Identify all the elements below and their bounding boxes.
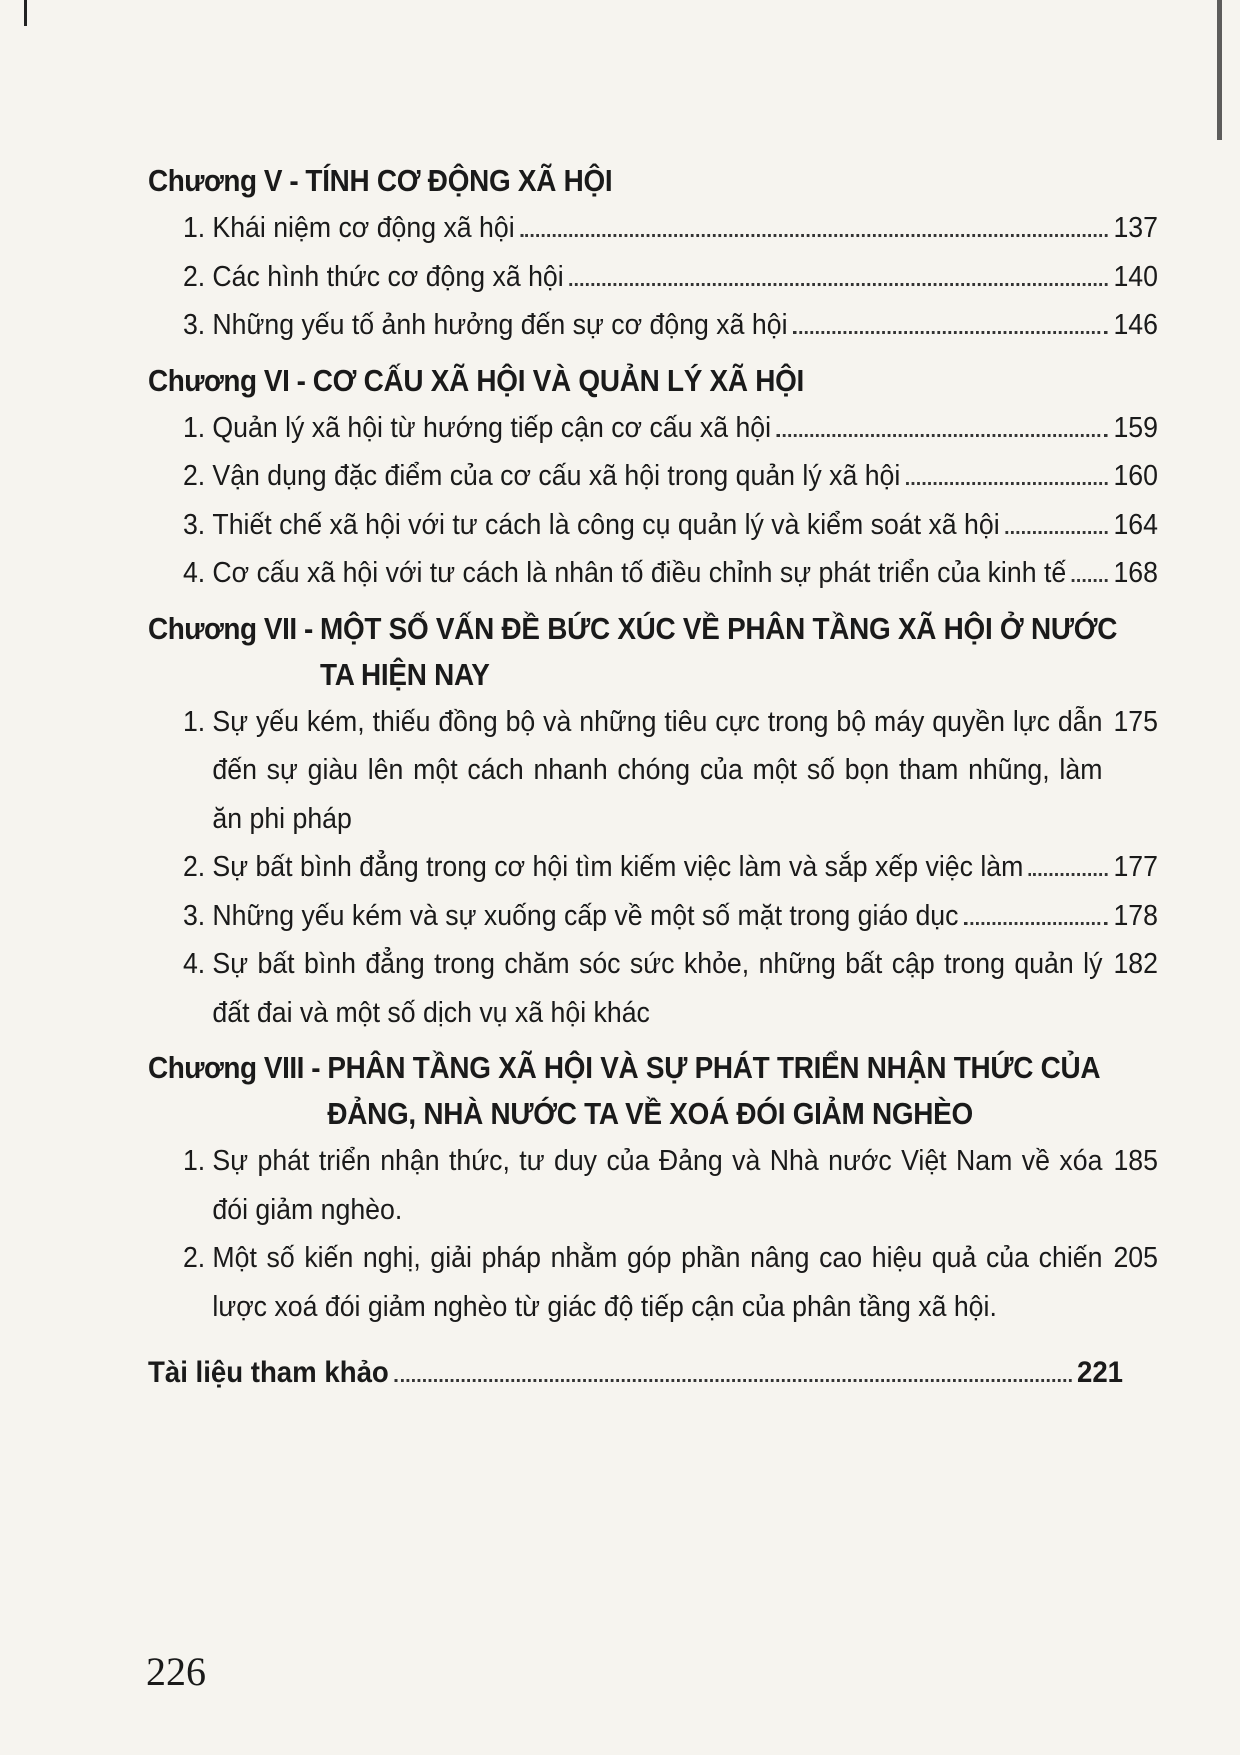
chapter-label: Chương VI - xyxy=(148,362,306,398)
chapter-title: MỘT SỐ VẤN ĐỀ BỨC XÚC VỀ PHÂN TẦNG XÃ HỘI Ở NƯỚC TA HIỆN NAY xyxy=(320,610,1118,692)
dot-leader xyxy=(964,922,1108,925)
entry-title: Sự bất bình đẳng trong cơ hội tìm kiếm việc làm và sắp xếp việc làm xyxy=(212,851,1024,883)
references-page-number: 221 xyxy=(1076,1356,1124,1389)
entry-page-number: 137 xyxy=(1113,212,1158,244)
entry-page-number: 160 xyxy=(1113,460,1158,492)
scan-edge-mark xyxy=(24,0,27,26)
entry-page-number: 175 xyxy=(1113,705,1158,738)
dot-leader xyxy=(1005,531,1108,534)
entry-page-number: 168 xyxy=(1113,557,1158,589)
entry-title: Vận dụng đặc điểm của cơ cấu xã hội trong quản lý xã hội xyxy=(212,460,901,492)
entry-page-number: 146 xyxy=(1113,309,1158,341)
page-number: 226 xyxy=(146,1649,206,1694)
chapter-label: Chương VII - xyxy=(148,610,313,646)
entry-number: 1. xyxy=(182,705,206,738)
entry-number: 2. xyxy=(182,1242,206,1274)
scan-right-edge xyxy=(1217,0,1222,140)
toc-entry[interactable] xyxy=(148,698,1158,844)
dot-leader xyxy=(520,234,1108,237)
toc-entry[interactable] xyxy=(148,1234,1158,1331)
references-title: Tài liệu tham khảo xyxy=(148,1356,389,1389)
entry-number: 3. xyxy=(182,508,206,541)
entry-number: 1. xyxy=(182,411,206,444)
entry-title: Khái niệm cơ động xã hội xyxy=(212,212,515,244)
toc-entry[interactable] xyxy=(148,404,1158,453)
toc-entry[interactable] xyxy=(148,1137,1158,1234)
chapter-heading xyxy=(148,1045,1122,1137)
entry-page-number: 185 xyxy=(1113,1145,1158,1177)
dot-leader xyxy=(906,482,1108,485)
entry-title: Một số kiến nghị, giải pháp nhằm góp phần nâng cao hiệu quả của chiến lược xoá đói giảm nghèo từ giác độ tiếp cận của phân tầng xã hội. xyxy=(212,1242,1103,1323)
dot-leader xyxy=(1029,873,1108,876)
entry-page-number: 159 xyxy=(1113,411,1158,444)
chapter-heading xyxy=(148,158,1122,204)
entry-page-number: 182 xyxy=(1113,948,1158,980)
chapter-heading xyxy=(148,606,1122,698)
entry-page-number: 205 xyxy=(1113,1242,1158,1274)
chapter-label: Chương V - xyxy=(148,163,299,198)
entry-number: 2. xyxy=(182,851,206,883)
references-entry[interactable] xyxy=(148,1349,1123,1397)
toc-entry[interactable] xyxy=(148,204,1158,253)
entry-title: Những yếu tố ảnh hưởng đến sự cơ động xã hội xyxy=(212,309,788,341)
toc-entry[interactable] xyxy=(148,452,1158,501)
table-of-contents xyxy=(148,150,1158,1397)
dot-leader xyxy=(569,283,1108,286)
dot-leader xyxy=(793,331,1108,334)
entry-page-number: 140 xyxy=(1113,260,1158,293)
entry-number: 1. xyxy=(182,1145,206,1177)
entry-title: Sự phát triển nhận thức, tư duy của Đảng và Nhà nước Việt Nam về xóa đói giảm nghèo. xyxy=(212,1145,1103,1226)
entry-number: 2. xyxy=(182,460,206,492)
entry-number: 3. xyxy=(182,899,206,932)
entry-title: Sự bất bình đẳng trong chăm sóc sức khỏe, những bất cập trong quản lý đất đai và một số dịch vụ xã hội khác xyxy=(212,948,1103,1029)
entry-page-number: 164 xyxy=(1113,508,1158,541)
entry-title: Các hình thức cơ động xã hội xyxy=(212,260,564,293)
chapter-label: Chương VIII - xyxy=(148,1050,321,1085)
toc-entry[interactable] xyxy=(148,843,1158,892)
toc-entry[interactable] xyxy=(148,892,1158,941)
entry-title: Thiết chế xã hội với tư cách là công cụ quản lý và kiểm soát xã hội xyxy=(212,508,1000,541)
entry-number: 3. xyxy=(182,309,206,341)
dot-leader xyxy=(394,1379,1071,1382)
chapter-title: TÍNH CƠ ĐỘNG XÃ HỘI xyxy=(305,163,613,198)
toc-entry[interactable] xyxy=(148,549,1158,598)
entry-number: 4. xyxy=(182,948,206,980)
entry-title: Sự yếu kém, thiếu đồng bộ và những tiêu cực trong bộ máy quyền lực dẫn đến sự giàu lên một cách nhanh chóng của một số bọn tham nhũng, làm ăn phi pháp xyxy=(212,705,1103,835)
entry-page-number: 178 xyxy=(1113,899,1158,932)
dot-leader xyxy=(1072,579,1108,582)
toc-entry[interactable] xyxy=(148,501,1158,550)
chapter-title: CƠ CẤU XÃ HỘI VÀ QUẢN LÝ XÃ HỘI xyxy=(312,362,805,398)
entry-page-number: 177 xyxy=(1113,851,1158,883)
dot-leader xyxy=(777,434,1108,437)
toc-entry[interactable] xyxy=(148,940,1158,1037)
entry-title: Những yếu kém và sự xuống cấp về một số mặt trong giáo dục xyxy=(212,899,959,932)
toc-entry[interactable] xyxy=(148,301,1158,350)
entry-number: 1. xyxy=(182,212,206,244)
entry-number: 2. xyxy=(182,260,206,293)
entry-title: Cơ cấu xã hội với tư cách là nhân tố điều chỉnh sự phát triển của kinh tế xyxy=(212,557,1067,589)
chapter-title: PHÂN TẦNG XÃ HỘI VÀ SỰ PHÁT TRIỂN NHẬN THỨC CỦA ĐẢNG, NHÀ NƯỚC TA VỀ XOÁ ĐÓI GIẢM NGHÈO xyxy=(327,1050,1100,1131)
chapter-heading xyxy=(148,358,1122,404)
toc-entry[interactable] xyxy=(148,253,1158,302)
entry-title: Quản lý xã hội từ hướng tiếp cận cơ cấu xã hội xyxy=(212,411,772,444)
entry-number: 4. xyxy=(182,557,206,589)
